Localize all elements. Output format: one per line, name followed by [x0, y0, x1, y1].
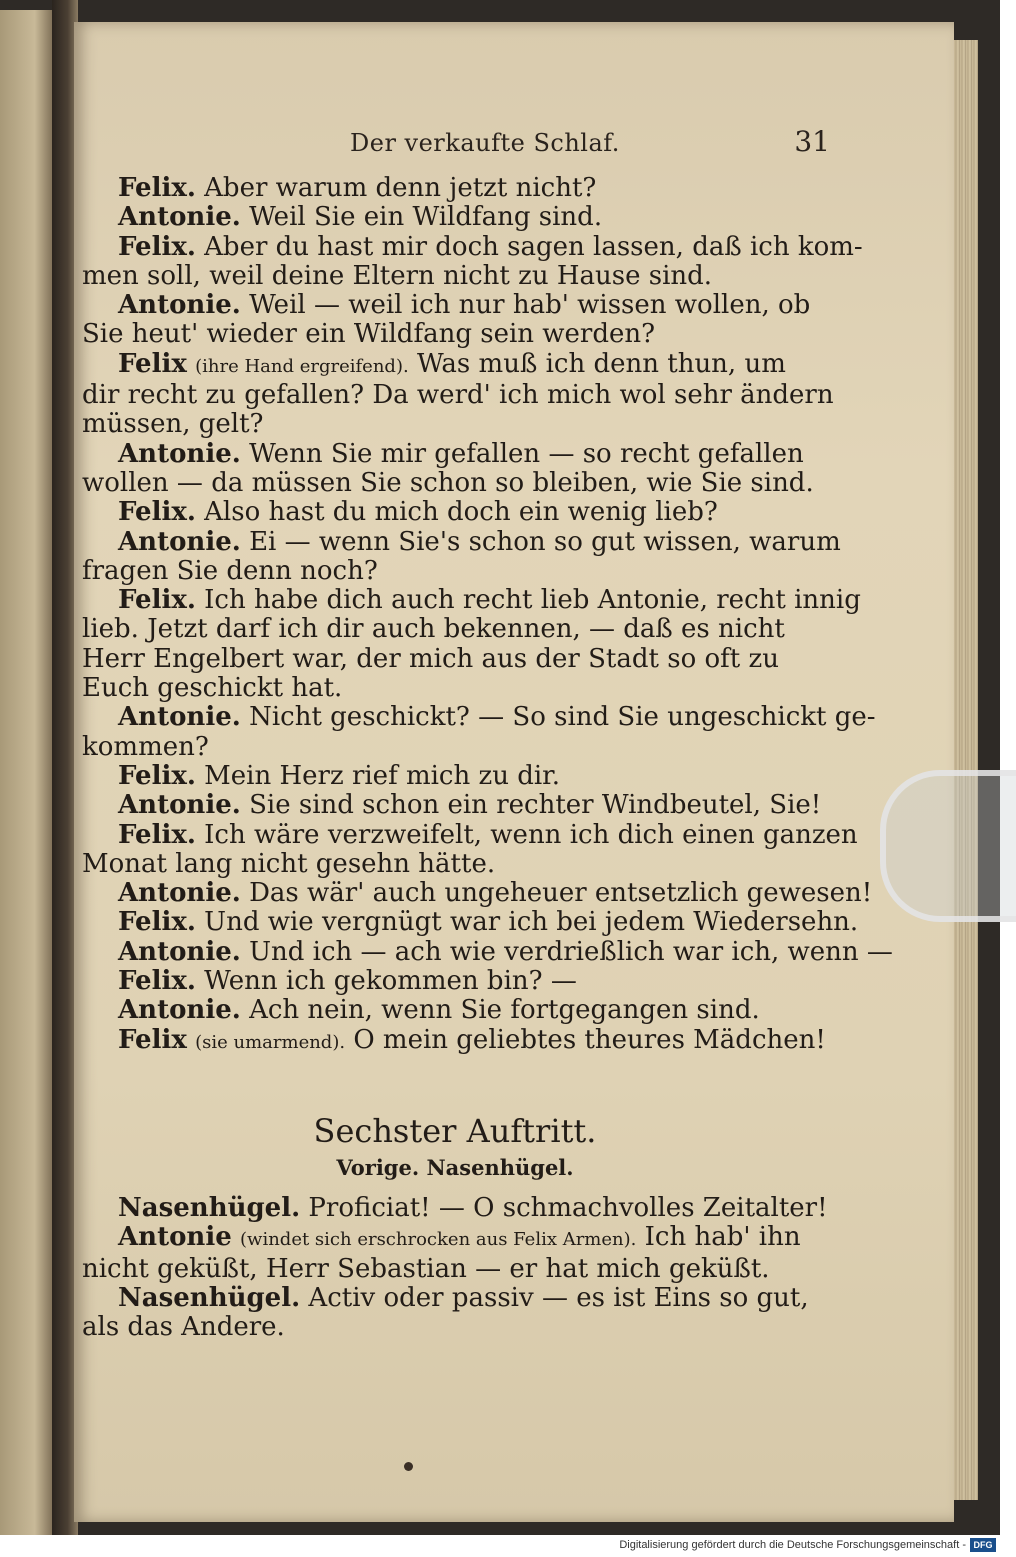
text-line	[82, 231, 863, 262]
line-text: Wenn ich gekommen bin? —	[204, 966, 577, 997]
speaker-name: Felix.	[118, 173, 196, 203]
line-text: als das Andere.	[82, 1312, 285, 1343]
speaker-name: Felix.	[118, 497, 196, 528]
page-clip	[880, 770, 1016, 922]
text-line	[82, 1284, 827, 1313]
stage-direction: (sie umarmend).	[195, 1031, 346, 1053]
text-line	[82, 702, 876, 733]
line-text: fragen Sie denn noch?	[82, 555, 378, 586]
scene-persons: Vorige. Nasenhügel.	[336, 1155, 574, 1180]
dialogue-block-2	[82, 1194, 827, 1342]
line-text: Proficiat! — O schmachvolles Zeitalter!	[308, 1193, 828, 1223]
text-line	[82, 791, 827, 820]
line-text: lieb. Jetzt darf ich dir auch bekennen, — daß es nicht	[82, 614, 785, 645]
line-text: Euch geschickt hat.	[82, 673, 343, 704]
dfg-logo: DFG	[970, 1538, 996, 1552]
line-text: Monat lang nicht gesehn hätte.	[82, 848, 496, 879]
line-text: Ich habe dich auch recht lieb Antonie, recht innig	[204, 585, 861, 616]
speaker-name: Felix.	[118, 760, 196, 791]
line-text: Ich hab' ihn	[644, 1222, 801, 1253]
text-line	[82, 907, 859, 938]
speaker-name: Felix.	[118, 585, 196, 616]
text-line	[82, 733, 827, 762]
text-line	[82, 615, 827, 644]
line-text: Ach nein, wenn Sie fortgegangen sind.	[249, 995, 760, 1026]
line-text: Was muß ich denn thun, um	[416, 348, 786, 379]
text-line	[82, 1255, 827, 1284]
text-line	[82, 674, 827, 703]
line-text: wollen — da müssen Sie schon so bleiben, wie Sie sind.	[82, 467, 814, 498]
line-text: Weil Sie ein Wildfang sind.	[249, 202, 603, 233]
line-text: Herr Engelbert war, der mich aus der Stadt so oft zu	[82, 643, 779, 674]
text-line	[82, 762, 827, 791]
line-text: Aber warum denn jetzt nicht?	[204, 173, 597, 203]
speaker-name: Felix	[118, 1024, 187, 1055]
text-line	[82, 174, 827, 203]
left-page-edge	[0, 10, 58, 1535]
text-line	[82, 936, 893, 967]
text-line	[82, 526, 841, 557]
speaker-name: Antonie.	[118, 936, 241, 967]
line-text: Also hast du mich doch ein wenig lieb?	[204, 497, 718, 528]
line-text: Mein Herz rief mich zu dir.	[204, 760, 561, 791]
stage-direction: (windet sich erschrocken aus Felix Armen).	[240, 1229, 637, 1251]
line-text: Und ich — ach wie verdrießlich war ich, wenn —	[249, 936, 893, 967]
line-text: nicht geküßt, Herr Sebastian — er hat mich geküßt.	[82, 1253, 770, 1284]
funding-credit: Digitalisierung gefördert durch die Deutsche Forschungsgemeinschaft -	[619, 1539, 966, 1551]
speaker-name: Antonie.	[118, 290, 241, 321]
footer-bar	[0, 1535, 1000, 1557]
line-text: müssen, gelt?	[82, 409, 264, 440]
speaker-name: Nasenhügel.	[118, 1193, 301, 1223]
line-text: dir recht zu gefallen? Da werd' ich mich wol sehr ändern	[82, 380, 834, 411]
speaker-name: Antonie.	[118, 526, 241, 557]
page-ornament	[404, 1462, 413, 1471]
speaker-name: Felix	[118, 348, 187, 379]
speaker-name: Nasenhügel.	[118, 1282, 301, 1313]
stage-direction: (ihre Hand ergreifend).	[195, 355, 409, 377]
speaker-name: Antonie.	[118, 438, 241, 469]
speaker-name: Felix.	[118, 231, 196, 262]
scene-title: Sechster Auftritt.	[313, 1112, 597, 1150]
text-line	[82, 996, 827, 1025]
page-number: 31	[794, 125, 830, 158]
line-text: Das wär' auch ungeheuer entsetzlich gewesen!	[249, 878, 873, 909]
speaker-name: Antonie.	[118, 202, 241, 233]
speaker-name: Antonie.	[118, 995, 241, 1026]
line-text: Nicht geschickt? — So sind Sie ungeschickt ge-	[249, 702, 876, 733]
line-text: Ei — wenn Sie's schon so gut wissen, warum	[249, 526, 841, 557]
line-text: Sie sind schon ein rechter Windbeutel, Sie!	[249, 790, 822, 821]
page-header	[80, 125, 830, 165]
text-line	[82, 585, 861, 616]
line-text: Activ oder passiv — es ist Eins so gut,	[308, 1282, 809, 1313]
text-line	[82, 291, 827, 320]
speaker-name: Felix.	[118, 966, 196, 997]
line-text: Wenn Sie mir gefallen — so recht gefallen	[249, 438, 804, 469]
line-text: Weil — weil ich nur hab' wissen wollen, ob	[249, 290, 811, 321]
text-line	[82, 469, 827, 498]
line-text: Sie heut' wieder ein Wildfang sein werden?	[82, 319, 656, 350]
text-line	[82, 498, 827, 527]
line-text: Und wie vergnügt war ich bei jedem Wiedersehn.	[204, 907, 859, 938]
text-line	[82, 878, 873, 909]
line-text: Aber du hast mir doch sagen lassen, daß ich kom-	[204, 231, 863, 262]
text-line	[82, 645, 827, 674]
line-text: O mein geliebtes theures Mädchen!	[353, 1024, 826, 1055]
text-line	[82, 320, 827, 349]
text-line	[82, 1223, 827, 1254]
text-line	[82, 1313, 827, 1342]
speaker-name: Felix.	[118, 819, 196, 850]
text-line	[82, 410, 827, 439]
speaker-name: Antonie	[118, 1222, 232, 1253]
line-text: men soll, weil deine Eltern nicht zu Hause sind.	[82, 260, 713, 291]
text-line	[82, 1026, 827, 1057]
speaker-name: Antonie.	[118, 790, 241, 821]
line-text: Ich wäre verzweifelt, wenn ich dich einen ganzen	[204, 819, 858, 850]
text-line	[82, 262, 827, 291]
speaker-name: Felix.	[118, 907, 196, 938]
text-line	[82, 967, 827, 996]
text-line	[82, 203, 827, 232]
speaker-name: Antonie.	[118, 878, 241, 909]
text-line	[82, 557, 827, 586]
text-line	[82, 850, 827, 879]
speaker-name: Antonie.	[118, 702, 241, 733]
text-line	[82, 440, 827, 469]
text-line	[82, 350, 827, 381]
line-text: kommen?	[82, 731, 209, 762]
running-title: Der verkaufte Schlaf.	[350, 129, 620, 157]
text-line	[82, 1194, 827, 1223]
text-line	[82, 819, 858, 850]
dialogue-block	[82, 173, 893, 1057]
text-line	[82, 380, 834, 411]
